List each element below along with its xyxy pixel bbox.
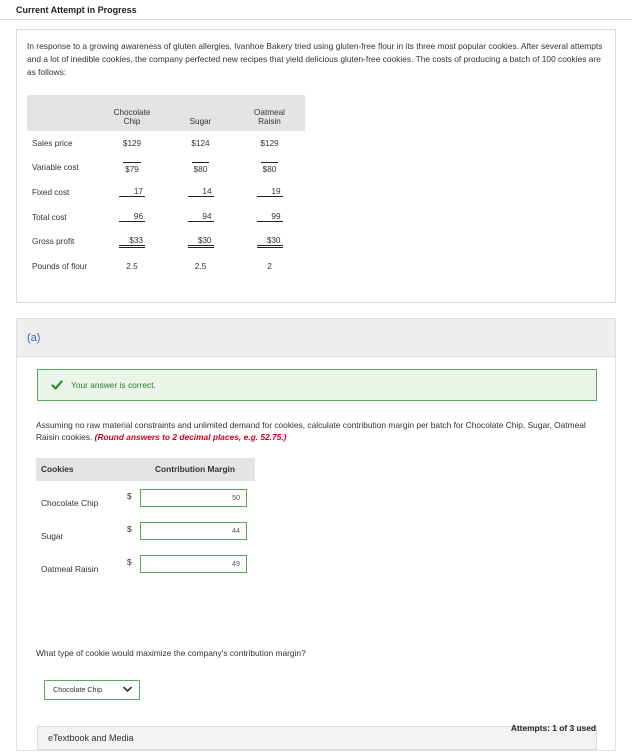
table-cell: $80 xyxy=(192,162,210,174)
currency-symbol: $ xyxy=(127,557,132,567)
table-row xyxy=(27,229,305,254)
row-label: Gross profit xyxy=(32,237,75,247)
correct-feedback xyxy=(37,369,597,401)
table-row xyxy=(27,205,305,230)
table-cell: $129 xyxy=(122,138,142,148)
part-label: (a) xyxy=(27,332,41,344)
cost-table-header xyxy=(27,95,305,131)
table-cell: $30 xyxy=(257,236,283,248)
table-cell: 2.5 xyxy=(194,261,207,271)
row-label: Variable cost xyxy=(32,163,79,173)
table-cell: $129 xyxy=(260,138,279,148)
question-text xyxy=(36,419,601,443)
table-row xyxy=(27,180,305,205)
table-cell: 2.5 xyxy=(126,261,138,271)
chevron-down-icon xyxy=(123,686,132,693)
question-2-text: What type of cookie would maximize the company's contribution margin? xyxy=(36,648,306,658)
row-label: Total cost xyxy=(32,212,67,222)
part-a-panel xyxy=(16,318,616,751)
part-body xyxy=(17,358,615,750)
problem-statement xyxy=(16,29,616,303)
table-cell: $79 xyxy=(123,162,141,174)
table-cell: 96 xyxy=(119,212,145,222)
table-row xyxy=(27,254,305,279)
table-cell: 99 xyxy=(257,212,283,222)
table-cell: $30 xyxy=(188,236,214,248)
cost-table-corner xyxy=(27,95,97,131)
contribution-margin-column-header: Contribution Margin xyxy=(135,458,255,481)
oatmeal-raisin-margin-input[interactable]: 49 xyxy=(140,555,247,573)
header-divider xyxy=(0,19,632,20)
table-cell: 94 xyxy=(188,212,214,222)
table-cell: $33 xyxy=(119,236,145,248)
table-cell: 2 xyxy=(267,261,272,271)
part-header xyxy=(17,319,615,357)
row-label: Pounds of flour xyxy=(32,261,88,271)
rounding-note: (Round answers to 2 decimal places, e.g. 52.75.) xyxy=(94,432,287,442)
cookie-type-select[interactable] xyxy=(44,680,140,700)
table-row xyxy=(27,156,305,181)
table-cell: 17 xyxy=(119,187,145,197)
column-header-chocolate-chip: Chocolate Chip xyxy=(97,95,167,131)
row-label: Sales price xyxy=(32,138,73,148)
select-value: Chocolate Chip xyxy=(53,685,103,694)
attempts-counter: Attempts: 1 of 3 used xyxy=(510,723,596,733)
answer-label-chocolate-chip: Chocolate Chip xyxy=(41,498,99,508)
feedback-text: Your answer is correct. xyxy=(71,380,156,390)
etextbook-media-bar[interactable]: eTextbook and Media xyxy=(37,726,597,750)
sugar-margin-input[interactable]: 44 xyxy=(140,522,247,540)
answer-label-oatmeal-raisin: Oatmeal Raisin xyxy=(41,564,99,574)
table-cell: $124 xyxy=(191,138,210,148)
row-label: Fixed cost xyxy=(32,187,70,197)
currency-symbol: $ xyxy=(127,524,132,534)
answer-label-sugar: Sugar xyxy=(41,531,64,541)
column-header-oatmeal-raisin: Oatmeal Raisin xyxy=(234,95,305,131)
currency-symbol: $ xyxy=(127,491,132,501)
question-body: Assuming no raw material constraints and unlimited demand for cookies, calculate contribution margin per batch for Chocolate Chip, Sugar, Oatmeal Raisin cookies. xyxy=(36,420,586,442)
cost-table xyxy=(27,95,305,279)
cookies-column-header: Cookies xyxy=(36,458,135,481)
table-cell: 19 xyxy=(257,187,283,197)
chocolate-chip-margin-input[interactable]: 50 xyxy=(140,489,247,507)
problem-intro: In response to a growing awareness of gluten allergies, Ivanhoe Bakery tried using gluten-free flour in its three most popular cookies. After several attempts and a lot of inedible cookies, the company perfected new recipes that yield delicious gluten-free cookies. The costs of producing a batch of 100 cookies are as follows: xyxy=(27,41,603,77)
check-icon xyxy=(51,379,63,391)
page-title: Current Attempt in Progress xyxy=(16,5,137,15)
table-cell: $80 xyxy=(261,162,279,174)
column-header-sugar: Sugar xyxy=(167,95,234,131)
table-row xyxy=(27,131,305,156)
table-cell: 14 xyxy=(188,187,214,197)
